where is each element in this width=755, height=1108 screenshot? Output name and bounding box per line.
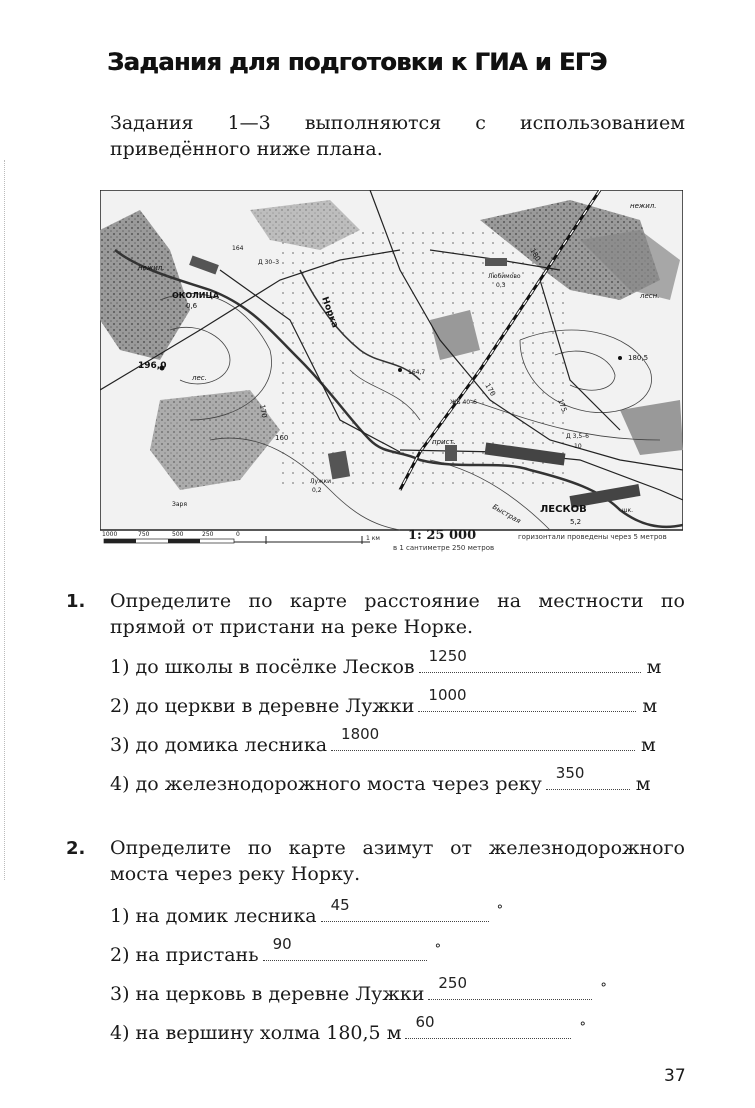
height-point	[618, 356, 622, 360]
binding-margin	[4, 160, 8, 880]
unit: м	[646, 656, 662, 678]
scale-tick: 1 км	[366, 535, 380, 542]
label-c160: 160	[275, 434, 289, 442]
q1-item-4-answer-field[interactable]	[546, 764, 630, 790]
q1-item-3-answer: 1800	[341, 725, 380, 743]
label-lyubimovo: Любимово	[488, 273, 521, 280]
scale-tick: 0	[236, 531, 240, 538]
page-number: 37	[664, 1066, 686, 1086]
label-h196: 196,0	[138, 361, 167, 371]
q2-item-3-answer-field[interactable]	[428, 974, 592, 1000]
map-scale: 1: 25 000	[408, 528, 477, 543]
label-okolitsa-num: 0,6	[186, 302, 198, 310]
label-c170b: 170	[483, 382, 497, 398]
q2-item-2-answer-field[interactable]	[263, 935, 427, 961]
degree-sign: °	[434, 942, 442, 957]
contour-note: горизонтали проведены через 5 метров	[518, 533, 667, 541]
map-scale-sub: в 1 сантиметре 250 метров	[393, 544, 495, 552]
q2-item-1-answer-field[interactable]	[321, 896, 489, 922]
unit: м	[641, 734, 656, 756]
question-2-text: Определите по карте азимут от железнодорожного моста через реку Норку.	[110, 837, 685, 885]
settlement-lyubimovo	[485, 258, 507, 266]
intro-text: Задания 1—3 выполняются с использованием приведённого ниже плана.	[110, 112, 685, 160]
label-les1: лес.	[192, 374, 207, 382]
pier-building	[445, 445, 457, 461]
label-nezhil2: нежил.	[630, 202, 657, 210]
scale-tick: 250	[202, 531, 214, 538]
label-c180: 180	[528, 247, 542, 263]
label-zarya: Заря	[172, 501, 187, 508]
q1-item-4-answer: 350	[555, 764, 585, 782]
question-1-text: Определите по карте расстояние на местности по прямой от пристани на реке Норке.	[110, 590, 685, 638]
q1-item-2-answer: 1000	[428, 686, 467, 704]
q1-item-2	[110, 686, 658, 719]
label-d2: Д 30–3	[258, 259, 280, 266]
q1-item-4-label: 4) до железнодорожного моста через реку	[110, 773, 542, 795]
q2-item-4-answer-field[interactable]	[405, 1013, 571, 1039]
label-leskov-num: 5,2	[570, 518, 582, 526]
scale-bar	[102, 531, 380, 544]
label-luzhki-num: 0,2	[312, 487, 322, 494]
q1-item-1-answer: 1250	[428, 647, 467, 665]
question-2-number: 2.	[66, 838, 86, 859]
topographic-map	[100, 190, 683, 552]
q2-item-4-label: 4) на вершину холма 180,5 м	[110, 1022, 402, 1044]
degree-sign: °	[600, 981, 607, 996]
label-h164b: 164	[232, 245, 244, 252]
unit: м	[642, 695, 658, 717]
label-bystraya: Быстрая	[491, 502, 523, 526]
label-c170a: 170	[258, 403, 269, 419]
label-leskov: ЛЕСКОВ	[540, 504, 587, 515]
q2-item-2-label: 2) на пристань	[110, 944, 259, 966]
q2-item-3-label: 3) на церковь в деревне Лужки	[110, 983, 425, 1005]
q1-item-3-label: 3) до домика лесника	[110, 734, 328, 756]
q1-item-3-answer-field[interactable]	[331, 725, 635, 751]
q2-item-1	[110, 896, 504, 929]
label-c175: 175	[556, 397, 569, 414]
degree-sign: °	[579, 1020, 586, 1035]
label-prist: прист.	[432, 438, 456, 446]
q1-item-2-label: 2) до церкви в деревне Лужки	[110, 695, 415, 717]
label-les2: лесн.	[640, 292, 660, 300]
label-lyubimovo-num: 0,3	[496, 282, 506, 289]
unit: м	[635, 773, 651, 795]
q1-item-2-answer-field[interactable]	[418, 686, 636, 712]
scale-tick: 500	[172, 531, 184, 538]
label-h164: 164,7	[408, 369, 426, 376]
label-nezhil1: нежил.	[138, 264, 165, 272]
q1-item-1-label: 1) до школы в посёлке Лесков	[110, 656, 415, 678]
question-1-number: 1.	[66, 591, 86, 612]
q1-item-4	[110, 764, 651, 797]
page-heading: Задания для подготовки к ГИА и ЕГЭ	[107, 48, 607, 76]
q2-item-1-label: 1) на домик лесника	[110, 905, 317, 927]
label-norka: Норка	[319, 295, 340, 330]
q2-item-2	[110, 935, 442, 968]
q1-item-3	[110, 725, 656, 758]
q2-item-1-answer: 45	[330, 896, 350, 914]
label-shk: шк.	[622, 507, 634, 514]
q2-item-2-answer: 90	[272, 935, 292, 953]
label-d1b: 10	[574, 443, 582, 450]
q2-item-3-answer: 250	[438, 974, 468, 992]
q1-item-1	[110, 647, 662, 680]
q2-item-4-answer: 60	[415, 1013, 435, 1031]
q2-item-3	[110, 974, 607, 1007]
label-luzhki: Лужки	[310, 478, 331, 485]
height-point	[398, 368, 402, 372]
scale-tick: 1000	[102, 531, 118, 538]
scale-tick: 750	[138, 531, 150, 538]
q2-item-4	[110, 1013, 586, 1046]
label-okolitsa: ОКОЛИЦА	[172, 291, 220, 300]
q1-item-1-answer-field[interactable]	[419, 647, 641, 673]
label-d1: Д 3,5–6	[566, 433, 589, 440]
label-h180: 180,5	[628, 354, 649, 362]
label-zhb: ЖБ 40–6	[450, 399, 477, 406]
degree-sign: °	[496, 903, 504, 918]
